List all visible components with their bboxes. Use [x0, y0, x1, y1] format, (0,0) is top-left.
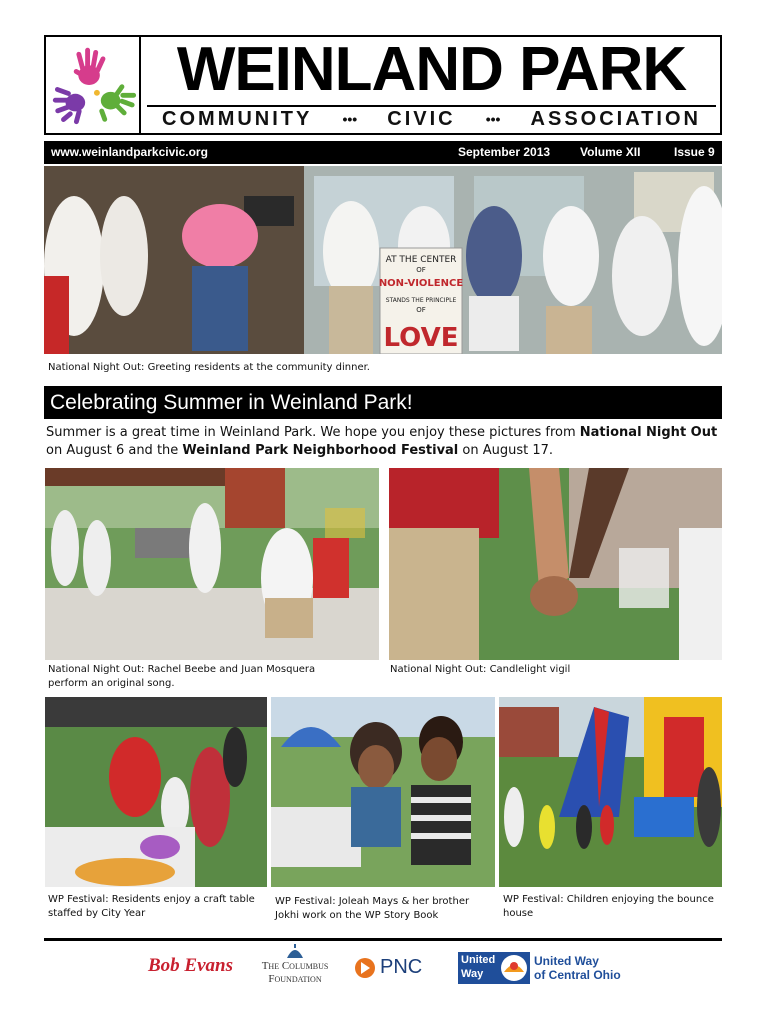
sign-line-6: LOVE: [383, 323, 459, 353]
story-book-image: [271, 697, 495, 887]
columbus-foundation-dome-icon: [285, 944, 305, 960]
sponsor-columbus-foundation: [256, 944, 334, 986]
sign-line-2: OF: [416, 266, 426, 274]
intro-bold-festival: Weinland Park Neighborhood Festival: [182, 443, 459, 458]
section-heading: Celebrating Summer in Weinland Park!: [44, 386, 722, 419]
united-way-badge-line2: Way: [461, 968, 484, 980]
sponsor-united-way: [458, 952, 621, 984]
pnc-logo-icon: [354, 957, 376, 979]
photo-bounce-house: [499, 697, 722, 887]
united-way-line1: United Way: [534, 954, 599, 968]
bob-evans-logo-text: Bob Evans: [148, 955, 233, 976]
caption-community-dinner: National Night Out: Greeting residents at the community dinner.: [48, 362, 370, 373]
caption-candlelight-vigil: National Night Out: Candlelight vigil: [390, 664, 571, 675]
subtitle-separator: •••: [342, 111, 358, 127]
subtitle-association: ASSOCIATION: [530, 107, 701, 130]
footer-divider: [44, 938, 722, 941]
subtitle-community: COMMUNITY: [162, 107, 313, 130]
subtitle-separator: •••: [485, 111, 501, 127]
united-way-line2: of Central Ohio: [534, 968, 621, 982]
united-way-badge-line1: United: [461, 954, 496, 966]
song-performance-image: [45, 468, 379, 660]
sign-line-1: AT THE CENTER: [385, 255, 457, 265]
issue-number: Issue 9: [674, 145, 715, 159]
masthead-title-area: [143, 37, 720, 133]
united-way-badge: [458, 952, 530, 984]
hands-logo: [46, 37, 141, 133]
newsletter-title: WEINLAND PARK: [176, 35, 687, 104]
united-way-hand-icon: [500, 954, 528, 982]
website-link[interactable]: www.weinlandparkcivic.org: [51, 145, 208, 159]
caption-bounce-house: WP Festival: Children enjoying the bounce house: [503, 894, 714, 919]
intro-text-1: Summer is a great time in Weinland Park. We hope you enjoy these pictures from: [46, 425, 580, 440]
photo-story-book: [271, 697, 495, 887]
intro-bold-national-night-out: National Night Out: [579, 425, 718, 440]
sponsor-bob-evans: [148, 955, 233, 977]
sign-line-4: STANDS THE PRINCIPLE: [385, 297, 457, 304]
caption-craft-table: WP Festival: Residents enjoy a craft table staffed by City Year: [48, 894, 255, 919]
sponsor-pnc: [354, 956, 422, 979]
sign-line-3: NON-VIOLENCE: [378, 278, 464, 289]
caption-song-performance: National Night Out: Rachel Beebe and Juan Mosquera perform an original song.: [48, 664, 316, 689]
subtitle-civic: CIVIC: [387, 107, 456, 130]
photo-craft-table: [45, 697, 267, 887]
photo-community-dinner: [44, 166, 722, 354]
issue-date: September 2013: [458, 145, 551, 159]
craft-table-image: [45, 697, 267, 887]
sign-line-5: OF: [416, 306, 426, 314]
volume-number: Volume XII: [580, 145, 641, 159]
intro-text-3: on August 17.: [458, 443, 554, 458]
columbus-foundation-line1: The Columbus: [261, 960, 329, 972]
united-way-text: [534, 954, 621, 982]
intro-paragraph: [46, 424, 722, 460]
pnc-logo-text: PNC: [380, 956, 423, 978]
issue-info-bar: [44, 141, 722, 164]
caption-story-book: WP Festival: Joleah Mays & her brother Jokhi work on the WP Story Book: [275, 896, 470, 921]
columbus-foundation-line2: Foundation: [268, 973, 322, 985]
community-dinner-image: [44, 166, 722, 354]
masthead-subtitle: [147, 105, 716, 131]
bounce-house-image: [499, 697, 722, 887]
photo-song-performance: [45, 468, 379, 660]
photo-candlelight-vigil: [389, 468, 722, 660]
intro-text-2: on August 6 and the: [46, 443, 183, 458]
masthead: [44, 35, 722, 135]
painted-hands-icon: [46, 37, 139, 133]
candlelight-vigil-image: [389, 468, 722, 660]
